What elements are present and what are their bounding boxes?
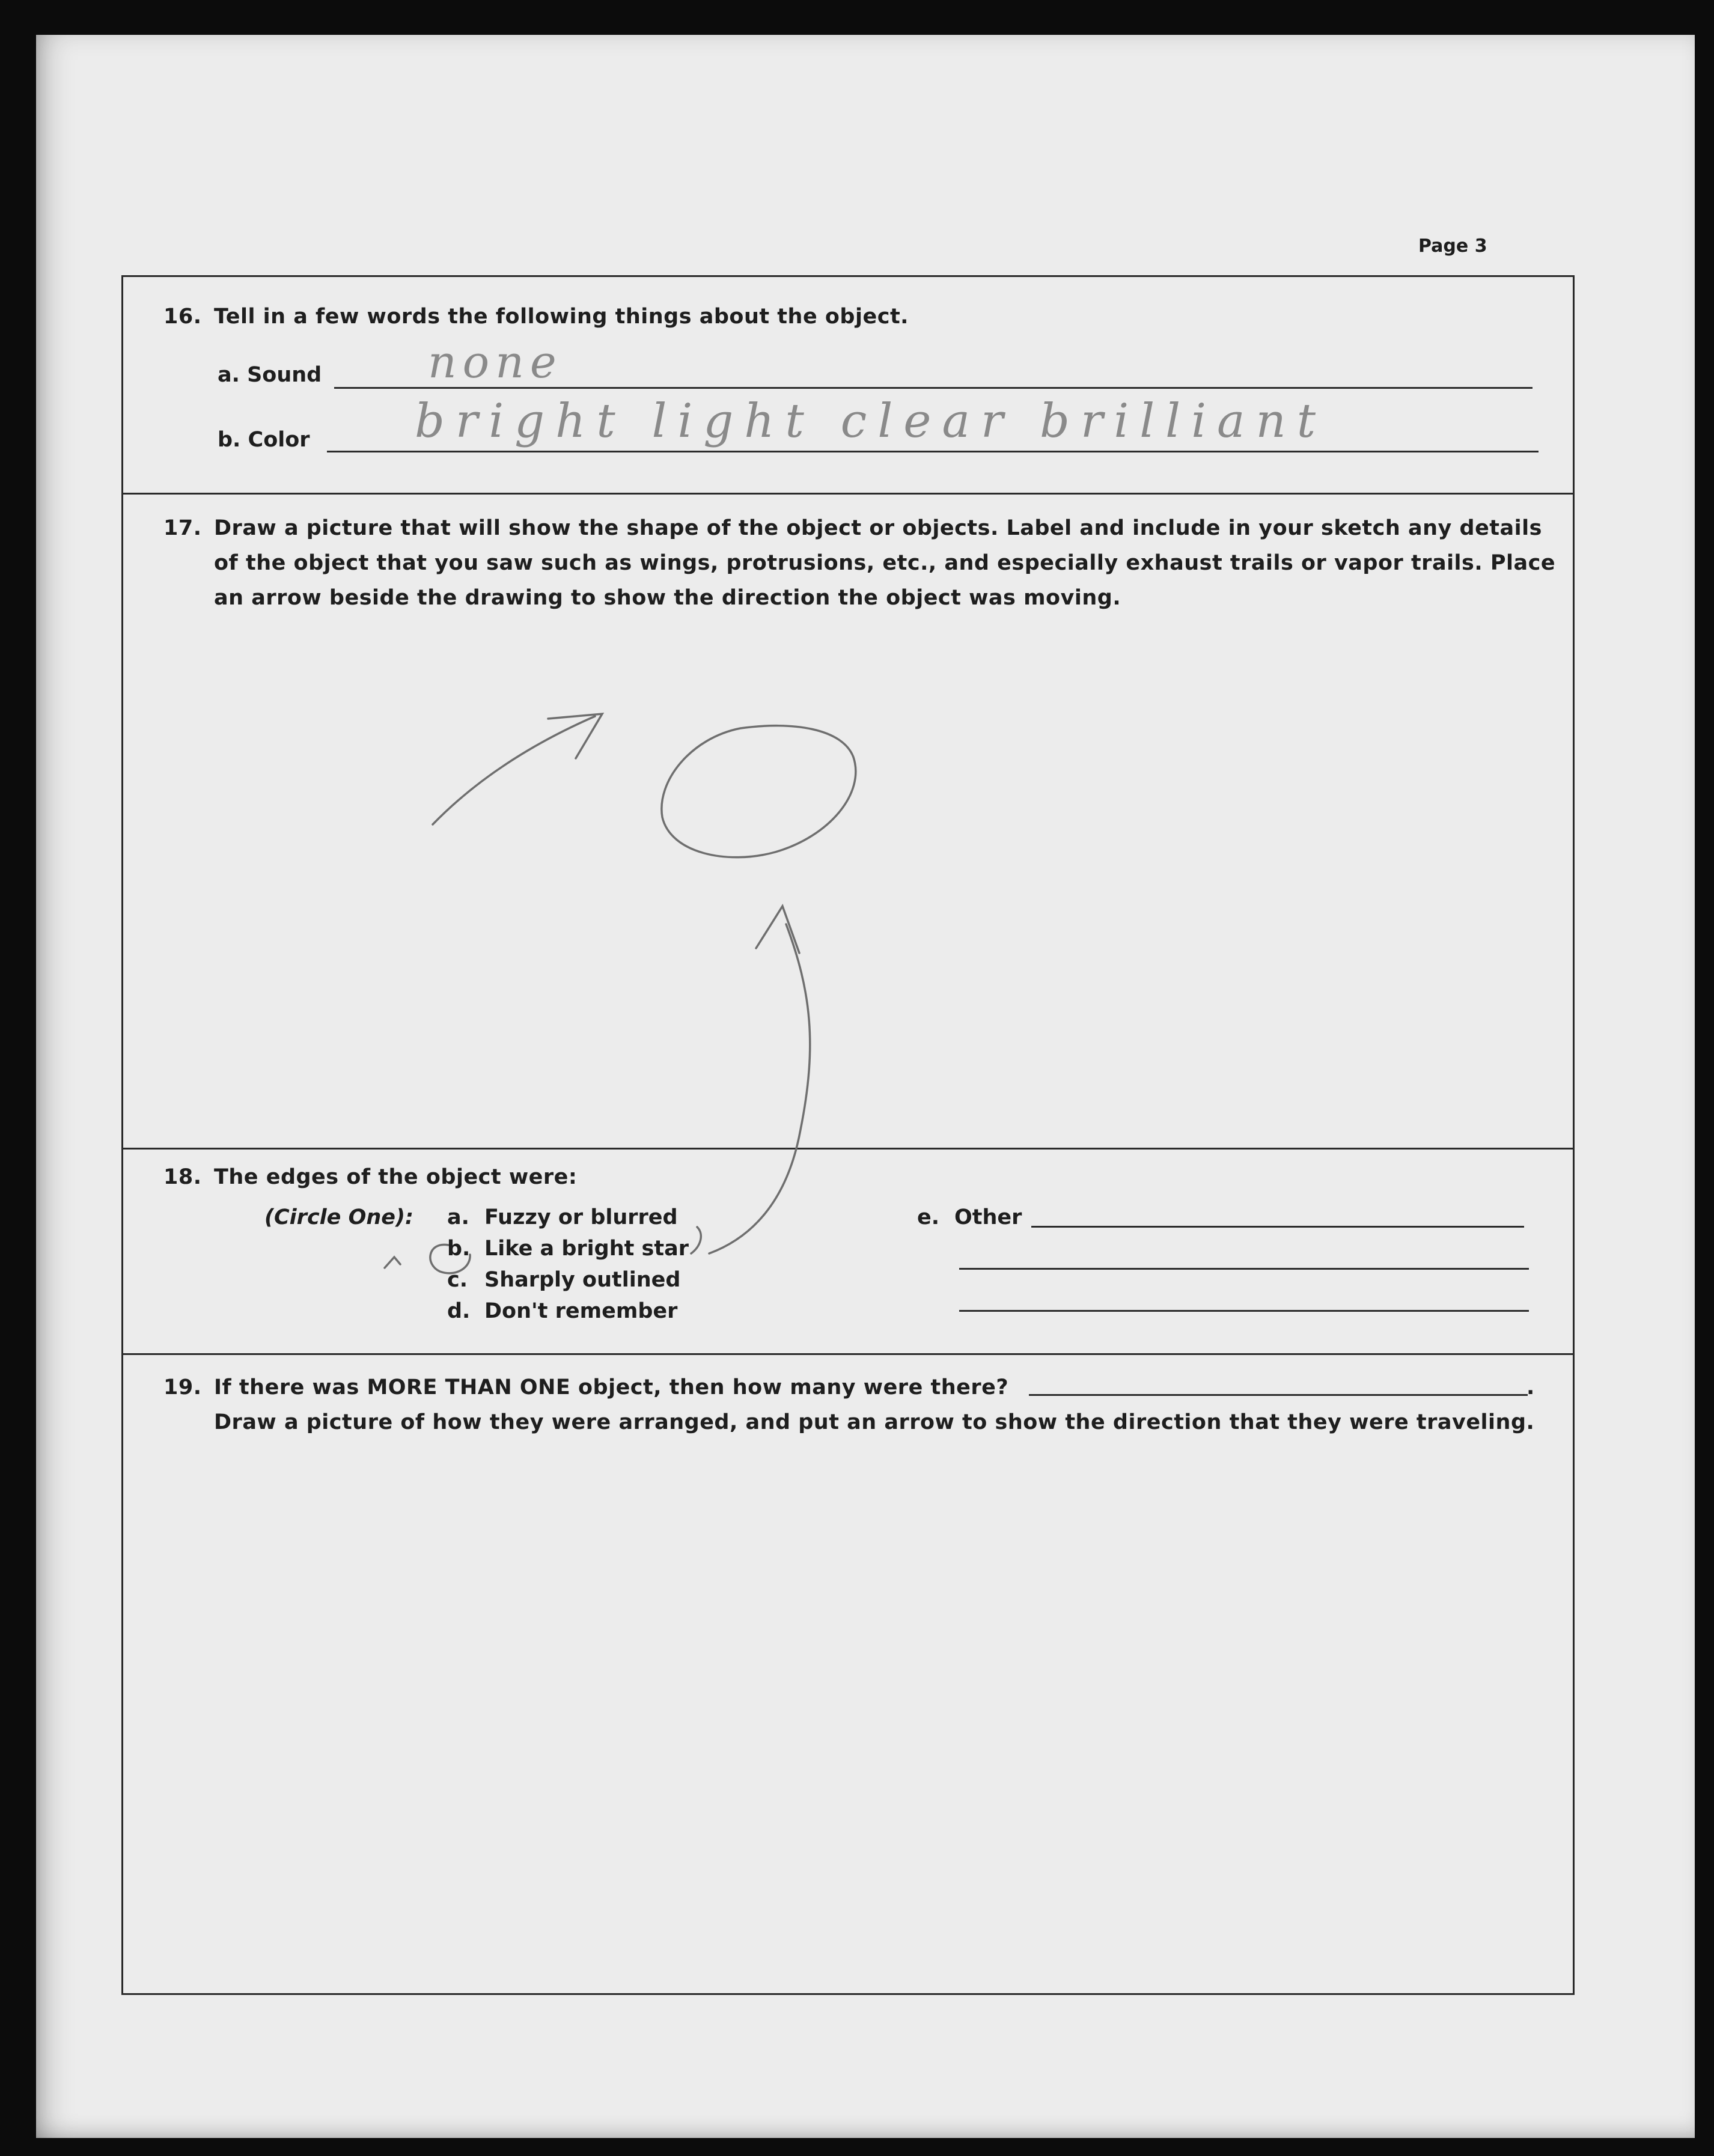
option-e-other[interactable]: e. Other [917, 1205, 1022, 1229]
how-many-line[interactable] [1029, 1394, 1528, 1396]
question-19: 19. If there was MORE THAN ONE object, then how many were there? Draw a picture of how they were arranged, and put an arrow to show the direction that they were traveling. [163, 1370, 1534, 1440]
other-line-2[interactable] [959, 1268, 1529, 1270]
direction-arrow-sketch [433, 716, 595, 824]
object-oval-sketch [662, 726, 856, 857]
question-16-number: 16. [163, 305, 202, 329]
sound-answer[interactable]: none [428, 336, 563, 388]
tick-mark [691, 1227, 701, 1253]
arrowhead-1 [548, 714, 602, 758]
question-18 [163, 1160, 577, 1195]
sound-label: a. Sound [218, 363, 322, 387]
option-c[interactable]: c. Sharply outlined [447, 1268, 681, 1292]
other-line-3[interactable] [959, 1310, 1529, 1312]
option-b[interactable]: b. Like a bright star [447, 1237, 689, 1261]
question-19-number: 19. [163, 1375, 202, 1399]
question-18-prompt: The edges of the object were: [214, 1165, 578, 1189]
option-a[interactable]: a. Fuzzy or blurred [447, 1205, 678, 1229]
pointer-arrow-sketch [709, 924, 810, 1253]
page-number: Page 3 [1418, 236, 1487, 257]
question-16-prompt: Tell in a few words the following things about the object. [214, 305, 909, 329]
question-17: 17. Draw a picture that will show the shape of the object or objects. Label and include in your sketch any details of the object that you saw such as wings, protrusions, etc., and especially exhaust trails or vapor trails. Place an arrow beside the drawing to show the direction the object was moving. [163, 511, 1555, 615]
how-many-period: . [1526, 1375, 1535, 1399]
color-label: b. Color [218, 428, 310, 452]
question-17-number: 17. [163, 516, 202, 540]
other-line-1[interactable] [1031, 1226, 1524, 1228]
option-d[interactable]: d. Don't remember [447, 1299, 678, 1323]
color-answer[interactable]: bright light clear brilliant [415, 394, 1327, 448]
circle-one-label: (Circle One): [264, 1205, 414, 1229]
check-mark [385, 1257, 400, 1268]
question-18-number: 18. [163, 1165, 202, 1189]
